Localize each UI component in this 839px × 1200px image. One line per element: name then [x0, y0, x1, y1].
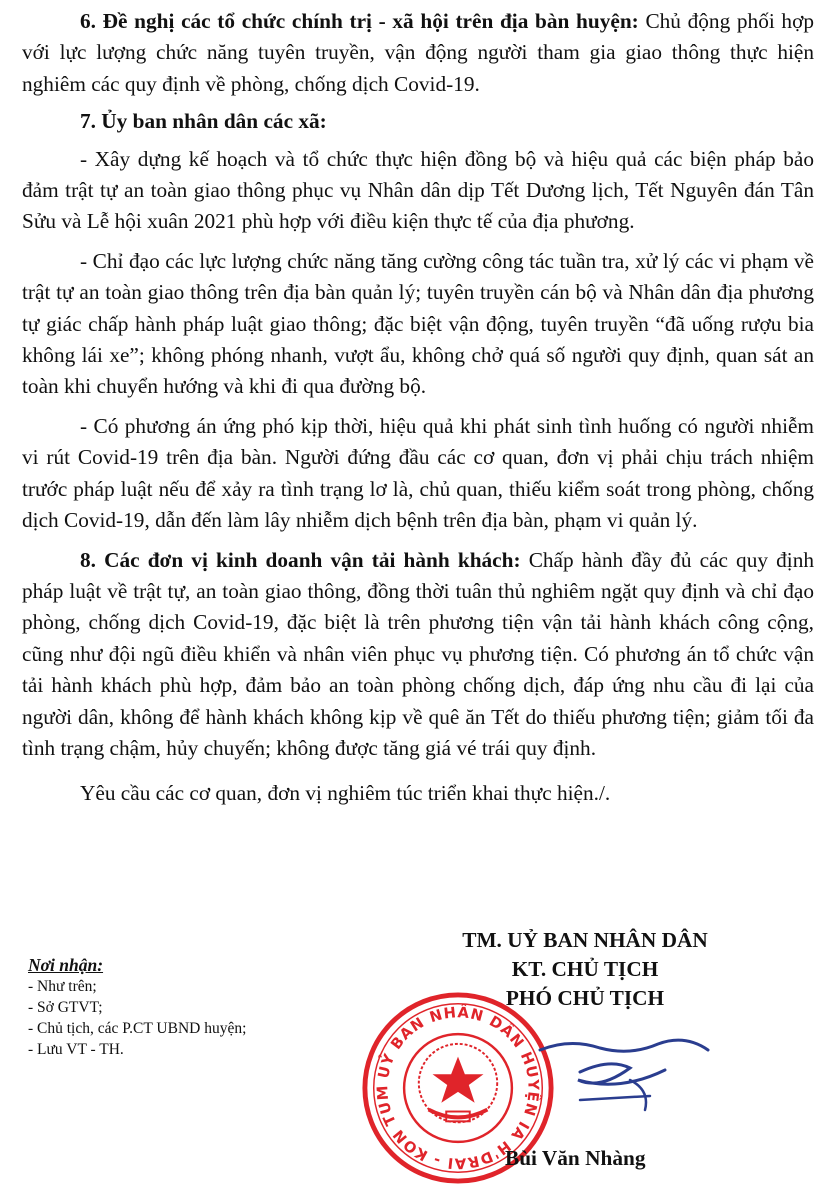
section-7-heading: 7. Ủy ban nhân dân các xã:: [80, 109, 327, 134]
recipient-item: - Như trên;: [28, 978, 97, 995]
recipients-title: Nơi nhận:: [28, 955, 104, 975]
section-7-item-3: - Có phương án ứng phó kịp thời, hiệu quả khi phát sinh tình huống có người nhiễm vi rút Covid-19 trên địa bàn. Người đứng đầu các cơ quan, đơn vị phải chịu trách nhiệm trước pháp luật nếu để xảy ra tình trạng lơ là, chủ quan, thiếu kiểm soát trong phòng, chống dịch Covid-19, dẫn đến làm lây nhiễm dịch bệnh trên địa bàn, phạm vi quản lý.: [22, 413, 814, 533]
recipient-item: - Lưu VT - TH.: [28, 1041, 124, 1058]
section-7-item-1: - Xây dựng kế hoạch và tổ chức thực hiện đồng bộ và hiệu quả các biện pháp bảo đảm trật tự an toàn giao thông phục vụ Nhân dân dịp Tết Dương lịch, Tết Nguyên đán Tân Sửu và Lễ hội xuân 2021 phù hợp với điều kiện thực tế của địa phương.: [22, 146, 814, 234]
signer-name: Bùi Văn Nhàng: [505, 1146, 646, 1170]
signature-line-3: PHÓ CHỦ TỊCH: [505, 986, 665, 1010]
closing-line: Yêu cầu các cơ quan, đơn vị nghiêm túc triển khai thực hiện./.: [80, 781, 611, 806]
recipient-item: - Chủ tịch, các P.CT UBND huyện;: [28, 1020, 247, 1037]
section-6-heading: 6. Đề nghị các tổ chức chính trị - xã hội trên địa bàn huyện:: [80, 9, 639, 33]
section-6-text: Chủ động phối hợp với lực lượng chức năng tuyên truyền, vận động người tham gia giao thông thực hiện nghiêm các quy định về phòng, chống dịch Covid-19.: [22, 9, 814, 96]
section-8-heading: 8. Các đơn vị kinh doanh vận tải hành khách:: [80, 547, 521, 572]
handwritten-signature-icon: [480, 1020, 730, 1130]
signature-line-1: TM. UỶ BAN NHÂN DÂN: [462, 928, 708, 952]
recipient-item: - Sở GTVT;: [28, 999, 103, 1016]
section-8: [22, 545, 814, 765]
section-7-heading-para: [22, 106, 814, 137]
recipients-block: [28, 954, 246, 1060]
signature-line-2: KT. CHỦ TỊCH: [511, 957, 659, 981]
section-6: [22, 6, 814, 100]
document-body: [22, 6, 814, 816]
section-7-item-2: - Chỉ đạo các lực lượng chức năng tăng cường công tác tuần tra, xử lý các vi phạm về trật tự an toàn giao thông trên địa bàn quản lý; tuyên truyền cán bộ và Nhân dân địa phương tự giác chấp hành pháp luật giao thông; đặc biệt vận động, tuyên truyền “đã uống rượu bia không lái xe”; không phóng nhanh, vượt ẩu, không chở quá số người quy định, quan sát an toàn khi chuyển hướng và khi đi qua đường bộ.: [22, 248, 814, 399]
svg-text:UỶ BAN NHÂN DÂN HUYỆN IA H'DRA: UỶ BAN NHÂN DÂN HUYỆN IA H'DRAI - KON TUM: [374, 1004, 542, 1172]
section-8-text: Chấp hành đầy đủ các quy định pháp luật về trật tự, an toàn giao thông, đồng thời tuân thủ nghiêm ngặt quy định và chỉ đạo phòng, chống dịch Covid-19, đặc biệt là trên phương tiện vận tải hành khách công cộng, cũng như đội ngũ điều khiển và nhân viên phục vụ phương tiện. Có phương án tổ chức vận tải hành khách phù hợp, đảm bảo an toàn phòng chống dịch, đáp ứng nhu cầu đi lại của người dân, không để hành khách không kịp về quê ăn Tết do thiếu phương tiện; giảm tối đa tình trạng chậm, hủy chuyến; không được tăng giá vé trái quy định.: [22, 547, 814, 760]
